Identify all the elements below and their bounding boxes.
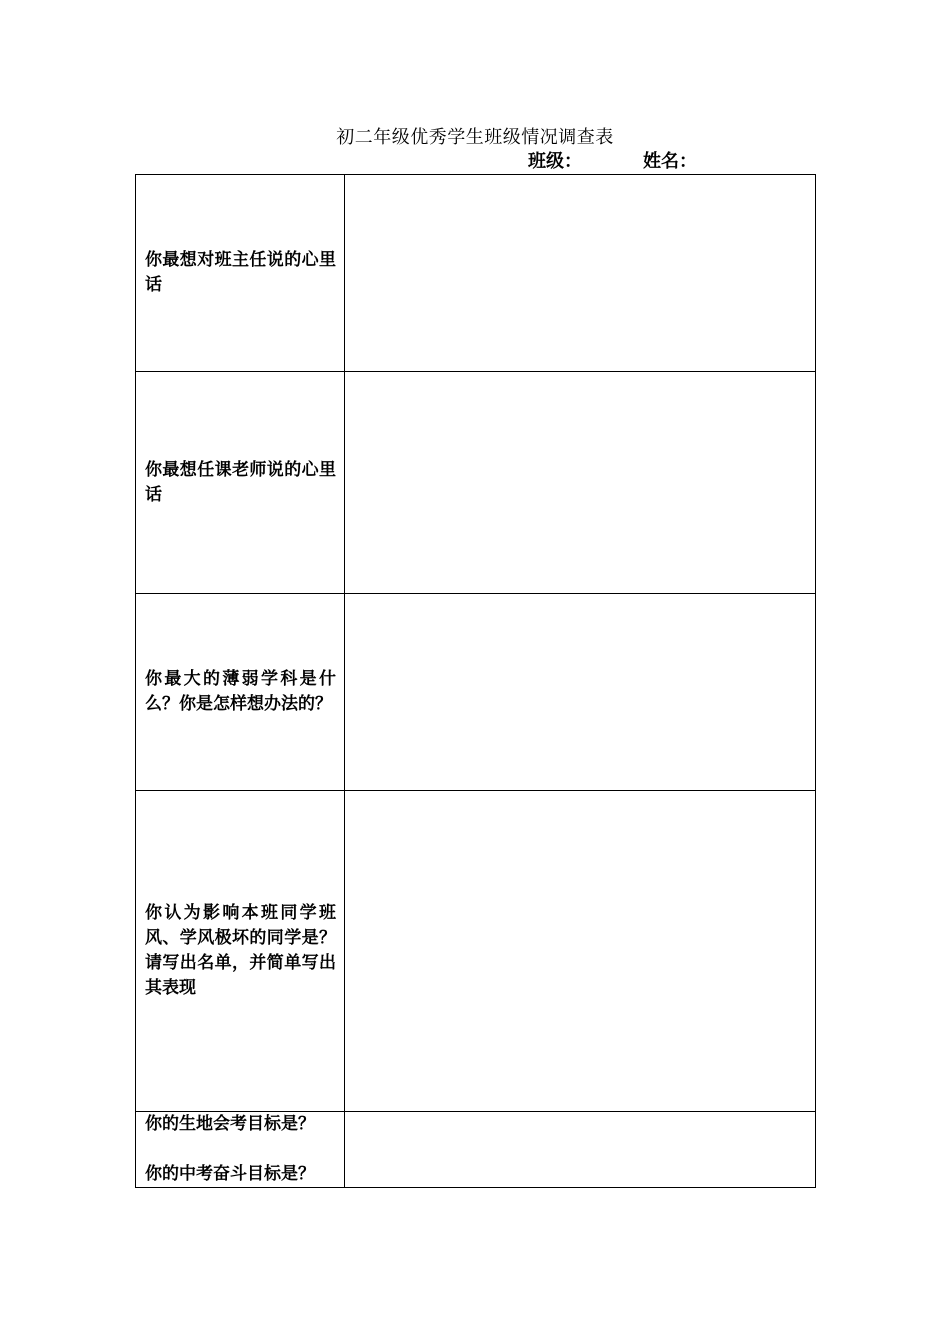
answer-cell[interactable] bbox=[345, 594, 816, 791]
survey-table bbox=[135, 174, 816, 1188]
answer-cell[interactable] bbox=[345, 1112, 816, 1188]
answer-area[interactable] bbox=[345, 175, 815, 371]
answer-area[interactable] bbox=[345, 372, 815, 593]
question-cell bbox=[136, 791, 345, 1112]
question-text: 你最大的薄弱学科是什么？你是怎样想办法的？ bbox=[145, 669, 336, 714]
answer-area[interactable] bbox=[345, 594, 815, 790]
answer-area[interactable] bbox=[345, 791, 815, 1111]
survey-row bbox=[136, 175, 816, 372]
survey-row bbox=[136, 1112, 816, 1188]
answer-cell[interactable] bbox=[345, 372, 816, 594]
answer-area[interactable] bbox=[345, 1112, 815, 1187]
question-cell bbox=[136, 372, 345, 594]
class-field-label[interactable]: 班级： bbox=[528, 151, 582, 172]
question-cell bbox=[136, 594, 345, 791]
question-text: 你的中考奋斗目标是？ bbox=[145, 1164, 315, 1184]
survey-row bbox=[136, 791, 816, 1112]
question-text-group bbox=[136, 1112, 344, 1187]
question-text: 你的生地会考目标是？ bbox=[145, 1114, 315, 1134]
name-field-label[interactable]: 姓名： bbox=[643, 151, 697, 172]
question-text: 你最想对班主任说的心里话 bbox=[145, 250, 336, 295]
answer-cell[interactable] bbox=[345, 175, 816, 372]
survey-row bbox=[136, 594, 816, 791]
question-cell bbox=[136, 175, 345, 372]
student-info-line bbox=[528, 150, 697, 174]
question-text: 你认为影响本班同学班风、学风极坏的同学是？请写出名单，并简单写出其表现 bbox=[145, 903, 336, 998]
question-text: 你最想任课老师说的心里话 bbox=[145, 459, 336, 505]
answer-cell[interactable] bbox=[345, 791, 816, 1112]
question-cell bbox=[136, 1112, 345, 1188]
survey-row bbox=[136, 372, 816, 594]
page-title: 初二年级优秀学生班级情况调查表 bbox=[336, 127, 614, 148]
